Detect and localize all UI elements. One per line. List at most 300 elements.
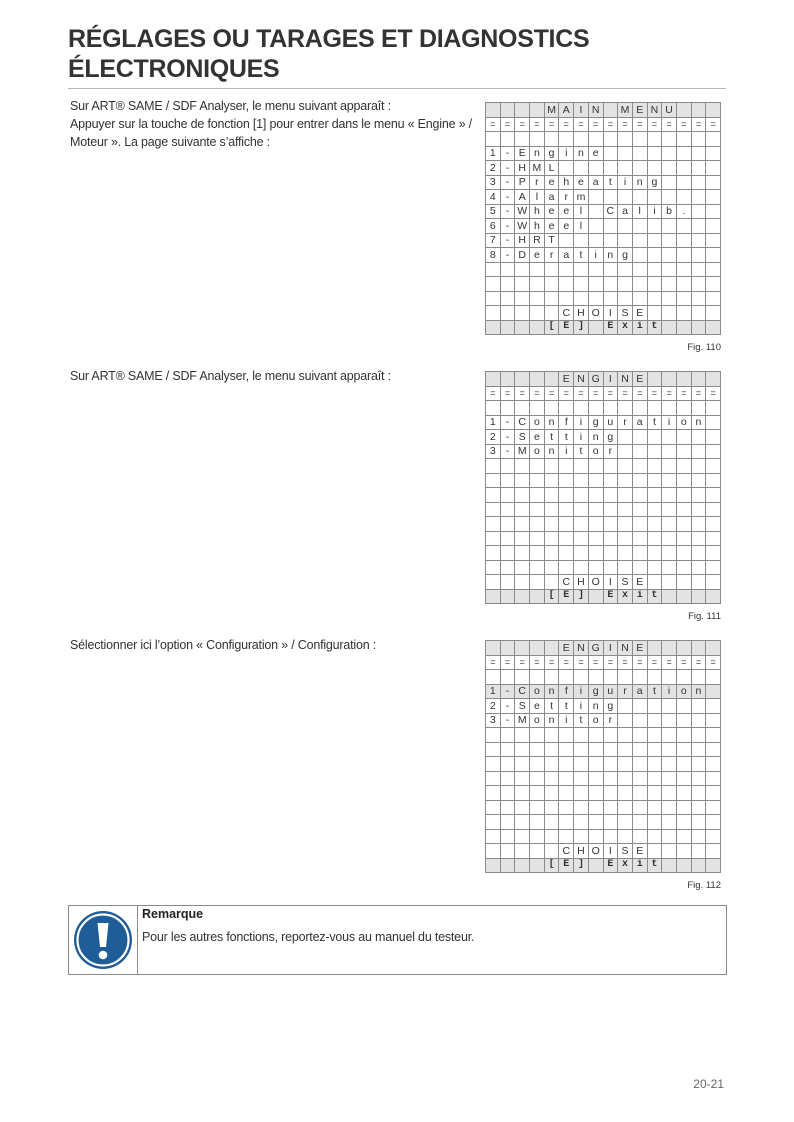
grid-cell bbox=[706, 771, 721, 786]
grid-cell bbox=[706, 589, 721, 604]
grid-cell bbox=[706, 291, 721, 306]
grid-cell bbox=[500, 670, 515, 685]
grid-cell: 3 bbox=[486, 175, 501, 190]
grid-cell bbox=[603, 742, 618, 757]
grid-cell bbox=[574, 517, 589, 532]
grid-cell: o bbox=[676, 684, 691, 699]
grid-row bbox=[486, 757, 721, 772]
grid-cell: n bbox=[691, 684, 706, 699]
grid-cell bbox=[603, 459, 618, 474]
grid-cell bbox=[618, 444, 633, 459]
grid-cell bbox=[515, 858, 530, 873]
grid-cell bbox=[691, 277, 706, 292]
grid-cell: T bbox=[544, 233, 559, 248]
grid-cell bbox=[500, 401, 515, 416]
grid-cell: - bbox=[500, 444, 515, 459]
grid-cell bbox=[691, 103, 706, 118]
grid-cell bbox=[544, 531, 559, 546]
grid-cell: = bbox=[603, 386, 618, 401]
grid-cell: = bbox=[691, 386, 706, 401]
grid-cell bbox=[515, 517, 530, 532]
grid-cell bbox=[588, 771, 603, 786]
grid-cell: n bbox=[588, 430, 603, 445]
grid-cell: n bbox=[544, 415, 559, 430]
grid-cell: t bbox=[544, 430, 559, 445]
grid-cell bbox=[603, 103, 618, 118]
grid-cell: = bbox=[544, 117, 559, 132]
grid-cell: N bbox=[574, 641, 589, 656]
grid-cell: i bbox=[574, 430, 589, 445]
grid-cell bbox=[632, 815, 647, 830]
grid-cell: t bbox=[544, 699, 559, 714]
grid-cell bbox=[544, 560, 559, 575]
grid-cell bbox=[530, 786, 545, 801]
grid-cell: I bbox=[603, 641, 618, 656]
grid-cell bbox=[647, 742, 662, 757]
grid-cell bbox=[662, 320, 677, 335]
grid-cell bbox=[647, 306, 662, 321]
grid-cell: N bbox=[618, 372, 633, 387]
grid-cell bbox=[544, 844, 559, 859]
grid-cell bbox=[676, 858, 691, 873]
grid-cell bbox=[662, 589, 677, 604]
grid-cell: - bbox=[500, 146, 515, 161]
grid-cell: = bbox=[574, 386, 589, 401]
grid-cell: E bbox=[632, 575, 647, 590]
grid-cell bbox=[706, 800, 721, 815]
grid-row bbox=[486, 684, 721, 699]
grid-row bbox=[486, 204, 721, 219]
grid-cell bbox=[691, 146, 706, 161]
grid-cell bbox=[618, 473, 633, 488]
grid-cell bbox=[559, 277, 574, 292]
grid-cell bbox=[662, 161, 677, 176]
grid-cell bbox=[574, 473, 589, 488]
grid-cell bbox=[706, 815, 721, 830]
grid-cell bbox=[515, 815, 530, 830]
grid-cell bbox=[647, 219, 662, 234]
grid-cell bbox=[500, 844, 515, 859]
engine-menu-config-grid bbox=[485, 640, 721, 873]
grid-cell bbox=[603, 531, 618, 546]
grid-cell bbox=[603, 277, 618, 292]
grid-cell bbox=[676, 103, 691, 118]
grid-cell bbox=[544, 372, 559, 387]
grid-cell bbox=[706, 560, 721, 575]
grid-cell: o bbox=[530, 415, 545, 430]
grid-cell bbox=[706, 473, 721, 488]
grid-cell bbox=[588, 277, 603, 292]
grid-cell bbox=[632, 401, 647, 416]
grid-cell: I bbox=[603, 372, 618, 387]
grid-cell bbox=[574, 728, 589, 743]
grid-cell bbox=[706, 161, 721, 176]
grid-cell bbox=[515, 291, 530, 306]
grid-cell bbox=[500, 291, 515, 306]
grid-cell bbox=[500, 757, 515, 772]
grid-cell bbox=[486, 277, 501, 292]
grid-cell: 7 bbox=[486, 233, 501, 248]
grid-cell bbox=[632, 444, 647, 459]
grid-cell: t bbox=[559, 430, 574, 445]
grid-cell: r bbox=[618, 684, 633, 699]
grid-cell: e bbox=[559, 204, 574, 219]
grid-cell bbox=[662, 262, 677, 277]
grid-cell bbox=[500, 575, 515, 590]
grid-cell: n bbox=[691, 415, 706, 430]
grid-cell bbox=[676, 560, 691, 575]
grid-cell: S bbox=[618, 306, 633, 321]
grid-cell bbox=[603, 728, 618, 743]
grid-cell bbox=[559, 531, 574, 546]
grid-cell: N bbox=[647, 103, 662, 118]
grid-cell bbox=[691, 670, 706, 685]
grid-cell bbox=[588, 291, 603, 306]
grid-cell bbox=[500, 800, 515, 815]
grid-cell bbox=[632, 800, 647, 815]
intro-text-engine-menu: Sur ART® SAME / SDF Analyser, le menu suivant apparaît : bbox=[70, 369, 391, 383]
grid-cell bbox=[515, 132, 530, 147]
grid-cell bbox=[588, 815, 603, 830]
grid-row bbox=[486, 771, 721, 786]
grid-row bbox=[486, 575, 721, 590]
grid-cell bbox=[486, 320, 501, 335]
grid-cell bbox=[486, 459, 501, 474]
grid-cell bbox=[588, 219, 603, 234]
grid-cell: = bbox=[662, 117, 677, 132]
grid-cell bbox=[632, 502, 647, 517]
grid-cell bbox=[691, 757, 706, 772]
grid-cell: - bbox=[500, 415, 515, 430]
grid-cell bbox=[706, 262, 721, 277]
grid-cell bbox=[530, 132, 545, 147]
grid-cell bbox=[500, 459, 515, 474]
grid-cell bbox=[662, 306, 677, 321]
grid-cell bbox=[603, 546, 618, 561]
grid-cell bbox=[676, 190, 691, 205]
grid-cell bbox=[559, 560, 574, 575]
grid-cell bbox=[647, 372, 662, 387]
grid-cell: = bbox=[588, 655, 603, 670]
grid-cell bbox=[706, 401, 721, 416]
grid-cell bbox=[486, 132, 501, 147]
grid-cell bbox=[574, 800, 589, 815]
grid-cell bbox=[647, 728, 662, 743]
grid-cell bbox=[706, 488, 721, 503]
grid-cell: = bbox=[500, 386, 515, 401]
grid-cell: n bbox=[588, 699, 603, 714]
grid-cell bbox=[515, 488, 530, 503]
grid-cell: = bbox=[500, 117, 515, 132]
grid-cell bbox=[676, 459, 691, 474]
grid-cell bbox=[618, 771, 633, 786]
grid-cell bbox=[662, 146, 677, 161]
grid-cell bbox=[647, 560, 662, 575]
grid-cell bbox=[706, 670, 721, 685]
grid-row bbox=[486, 786, 721, 801]
grid-cell bbox=[676, 728, 691, 743]
page-title bbox=[68, 24, 589, 84]
grid-cell bbox=[691, 430, 706, 445]
grid-cell: W bbox=[515, 219, 530, 234]
grid-cell bbox=[662, 372, 677, 387]
grid-cell: H bbox=[574, 575, 589, 590]
exclamation-circle-icon bbox=[73, 910, 133, 970]
grid-cell bbox=[559, 546, 574, 561]
grid-cell bbox=[544, 829, 559, 844]
grid-cell bbox=[618, 699, 633, 714]
grid-cell: E bbox=[603, 589, 618, 604]
grid-cell: e bbox=[544, 204, 559, 219]
grid-cell bbox=[486, 502, 501, 517]
grid-cell bbox=[676, 473, 691, 488]
grid-cell bbox=[662, 786, 677, 801]
grid-cell: [ bbox=[544, 858, 559, 873]
grid-cell bbox=[632, 430, 647, 445]
grid-cell bbox=[691, 320, 706, 335]
grid-cell: [ bbox=[544, 320, 559, 335]
grid-cell bbox=[632, 248, 647, 263]
grid-cell: 4 bbox=[486, 190, 501, 205]
grid-cell bbox=[662, 175, 677, 190]
grid-row bbox=[486, 372, 721, 387]
grid-cell: b bbox=[662, 204, 677, 219]
grid-cell bbox=[647, 277, 662, 292]
grid-cell: i bbox=[662, 415, 677, 430]
grid-cell bbox=[486, 473, 501, 488]
grid-cell bbox=[691, 502, 706, 517]
grid-cell bbox=[676, 306, 691, 321]
grid-cell bbox=[662, 233, 677, 248]
grid-cell bbox=[618, 502, 633, 517]
grid-cell: - bbox=[500, 699, 515, 714]
grid-cell bbox=[618, 488, 633, 503]
grid-row bbox=[486, 488, 721, 503]
grid-cell: R bbox=[530, 233, 545, 248]
grid-cell bbox=[603, 161, 618, 176]
grid-cell bbox=[530, 670, 545, 685]
grid-cell: x bbox=[618, 320, 633, 335]
grid-row bbox=[486, 219, 721, 234]
grid-cell: 1 bbox=[486, 684, 501, 699]
grid-cell: t bbox=[603, 175, 618, 190]
grid-cell bbox=[676, 175, 691, 190]
grid-cell bbox=[500, 488, 515, 503]
grid-cell bbox=[530, 320, 545, 335]
grid-cell bbox=[486, 531, 501, 546]
grid-cell bbox=[530, 815, 545, 830]
grid-cell bbox=[647, 699, 662, 714]
grid-row bbox=[486, 713, 721, 728]
grid-cell bbox=[706, 132, 721, 147]
grid-cell: o bbox=[588, 713, 603, 728]
grid-cell bbox=[515, 771, 530, 786]
grid-cell: [ bbox=[544, 589, 559, 604]
grid-cell bbox=[618, 829, 633, 844]
grid-cell: n bbox=[574, 146, 589, 161]
grid-cell: E bbox=[632, 372, 647, 387]
grid-cell: E bbox=[559, 641, 574, 656]
grid-cell bbox=[618, 459, 633, 474]
grid-cell bbox=[676, 132, 691, 147]
grid-cell bbox=[559, 728, 574, 743]
grid-cell: E bbox=[632, 844, 647, 859]
grid-cell: = bbox=[530, 117, 545, 132]
grid-cell bbox=[676, 742, 691, 757]
grid-cell bbox=[486, 103, 501, 118]
grid-cell bbox=[530, 262, 545, 277]
grid-cell bbox=[588, 488, 603, 503]
grid-cell: i bbox=[647, 204, 662, 219]
grid-cell: i bbox=[559, 146, 574, 161]
grid-cell bbox=[691, 175, 706, 190]
grid-cell bbox=[588, 190, 603, 205]
grid-cell: e bbox=[544, 175, 559, 190]
grid-cell bbox=[500, 786, 515, 801]
grid-cell bbox=[486, 829, 501, 844]
grid-cell bbox=[486, 786, 501, 801]
grid-row bbox=[486, 415, 721, 430]
grid-cell bbox=[706, 844, 721, 859]
grid-cell: i bbox=[632, 589, 647, 604]
grid-cell bbox=[647, 670, 662, 685]
grid-cell: - bbox=[500, 233, 515, 248]
grid-cell bbox=[486, 517, 501, 532]
grid-cell: t bbox=[647, 589, 662, 604]
grid-cell bbox=[691, 488, 706, 503]
grid-cell: C bbox=[559, 575, 574, 590]
grid-cell: = bbox=[632, 655, 647, 670]
grid-cell: = bbox=[662, 655, 677, 670]
grid-cell: 2 bbox=[486, 161, 501, 176]
grid-cell bbox=[530, 531, 545, 546]
grid-row bbox=[486, 589, 721, 604]
grid-cell bbox=[544, 473, 559, 488]
grid-cell bbox=[530, 488, 545, 503]
grid-cell bbox=[632, 713, 647, 728]
grid-cell bbox=[544, 459, 559, 474]
grid-cell bbox=[647, 829, 662, 844]
grid-cell: i bbox=[574, 415, 589, 430]
grid-cell: e bbox=[574, 175, 589, 190]
grid-cell: l bbox=[530, 190, 545, 205]
grid-cell bbox=[706, 757, 721, 772]
grid-cell: C bbox=[603, 204, 618, 219]
grid-cell bbox=[603, 146, 618, 161]
grid-cell bbox=[603, 800, 618, 815]
grid-cell bbox=[530, 844, 545, 859]
grid-cell bbox=[603, 262, 618, 277]
grid-cell bbox=[544, 800, 559, 815]
grid-cell: W bbox=[515, 204, 530, 219]
grid-row bbox=[486, 430, 721, 445]
grid-cell bbox=[632, 531, 647, 546]
grid-cell bbox=[515, 372, 530, 387]
grid-row bbox=[486, 517, 721, 532]
grid-cell: G bbox=[588, 641, 603, 656]
grid-cell bbox=[588, 161, 603, 176]
grid-cell: = bbox=[530, 386, 545, 401]
grid-cell bbox=[588, 800, 603, 815]
grid-cell bbox=[632, 473, 647, 488]
grid-cell bbox=[632, 146, 647, 161]
grid-cell bbox=[486, 401, 501, 416]
grid-cell bbox=[515, 277, 530, 292]
grid-cell: t bbox=[574, 444, 589, 459]
grid-cell bbox=[676, 444, 691, 459]
grid-cell bbox=[676, 844, 691, 859]
grid-cell: = bbox=[618, 386, 633, 401]
grid-cell bbox=[603, 771, 618, 786]
grid-cell: I bbox=[603, 575, 618, 590]
grid-cell: = bbox=[515, 655, 530, 670]
grid-cell bbox=[632, 742, 647, 757]
grid-cell bbox=[559, 517, 574, 532]
grid-cell bbox=[588, 459, 603, 474]
grid-cell bbox=[500, 858, 515, 873]
grid-cell bbox=[500, 320, 515, 335]
grid-cell bbox=[706, 829, 721, 844]
grid-cell: M bbox=[515, 713, 530, 728]
grid-cell bbox=[691, 219, 706, 234]
engine-instruction-text: Appuyer sur la touche de fonction [1] pour entrer dans le menu « Engine » / Moteur ». La page suivante s’affiche : bbox=[70, 117, 472, 149]
grid-cell bbox=[588, 473, 603, 488]
grid-row bbox=[486, 670, 721, 685]
grid-cell: S bbox=[618, 844, 633, 859]
grid-cell bbox=[706, 248, 721, 263]
grid-cell: D bbox=[515, 248, 530, 263]
grid-cell bbox=[515, 306, 530, 321]
grid-cell: i bbox=[618, 175, 633, 190]
grid-cell bbox=[603, 757, 618, 772]
grid-cell bbox=[530, 291, 545, 306]
grid-cell: h bbox=[559, 175, 574, 190]
grid-cell bbox=[691, 742, 706, 757]
grid-cell bbox=[530, 858, 545, 873]
grid-cell: i bbox=[559, 444, 574, 459]
grid-cell bbox=[706, 219, 721, 234]
grid-cell: e bbox=[530, 430, 545, 445]
grid-cell bbox=[486, 306, 501, 321]
grid-cell bbox=[706, 713, 721, 728]
grid-cell: t bbox=[647, 415, 662, 430]
grid-cell bbox=[603, 517, 618, 532]
grid-cell bbox=[647, 546, 662, 561]
grid-cell bbox=[618, 291, 633, 306]
grid-cell: E bbox=[515, 146, 530, 161]
grid-cell bbox=[486, 575, 501, 590]
grid-cell: A bbox=[559, 103, 574, 118]
grid-cell bbox=[632, 517, 647, 532]
grid-cell: r bbox=[618, 415, 633, 430]
grid-cell bbox=[588, 560, 603, 575]
grid-cell bbox=[618, 190, 633, 205]
grid-cell bbox=[647, 713, 662, 728]
grid-cell bbox=[559, 502, 574, 517]
grid-cell bbox=[676, 589, 691, 604]
grid-cell bbox=[662, 291, 677, 306]
grid-cell bbox=[544, 488, 559, 503]
grid-row bbox=[486, 728, 721, 743]
grid-cell bbox=[662, 488, 677, 503]
grid-cell bbox=[618, 560, 633, 575]
grid-cell bbox=[662, 430, 677, 445]
grid-cell bbox=[676, 531, 691, 546]
grid-cell: I bbox=[574, 103, 589, 118]
grid-cell: = bbox=[618, 655, 633, 670]
grid-cell bbox=[515, 641, 530, 656]
grid-cell: = bbox=[559, 117, 574, 132]
